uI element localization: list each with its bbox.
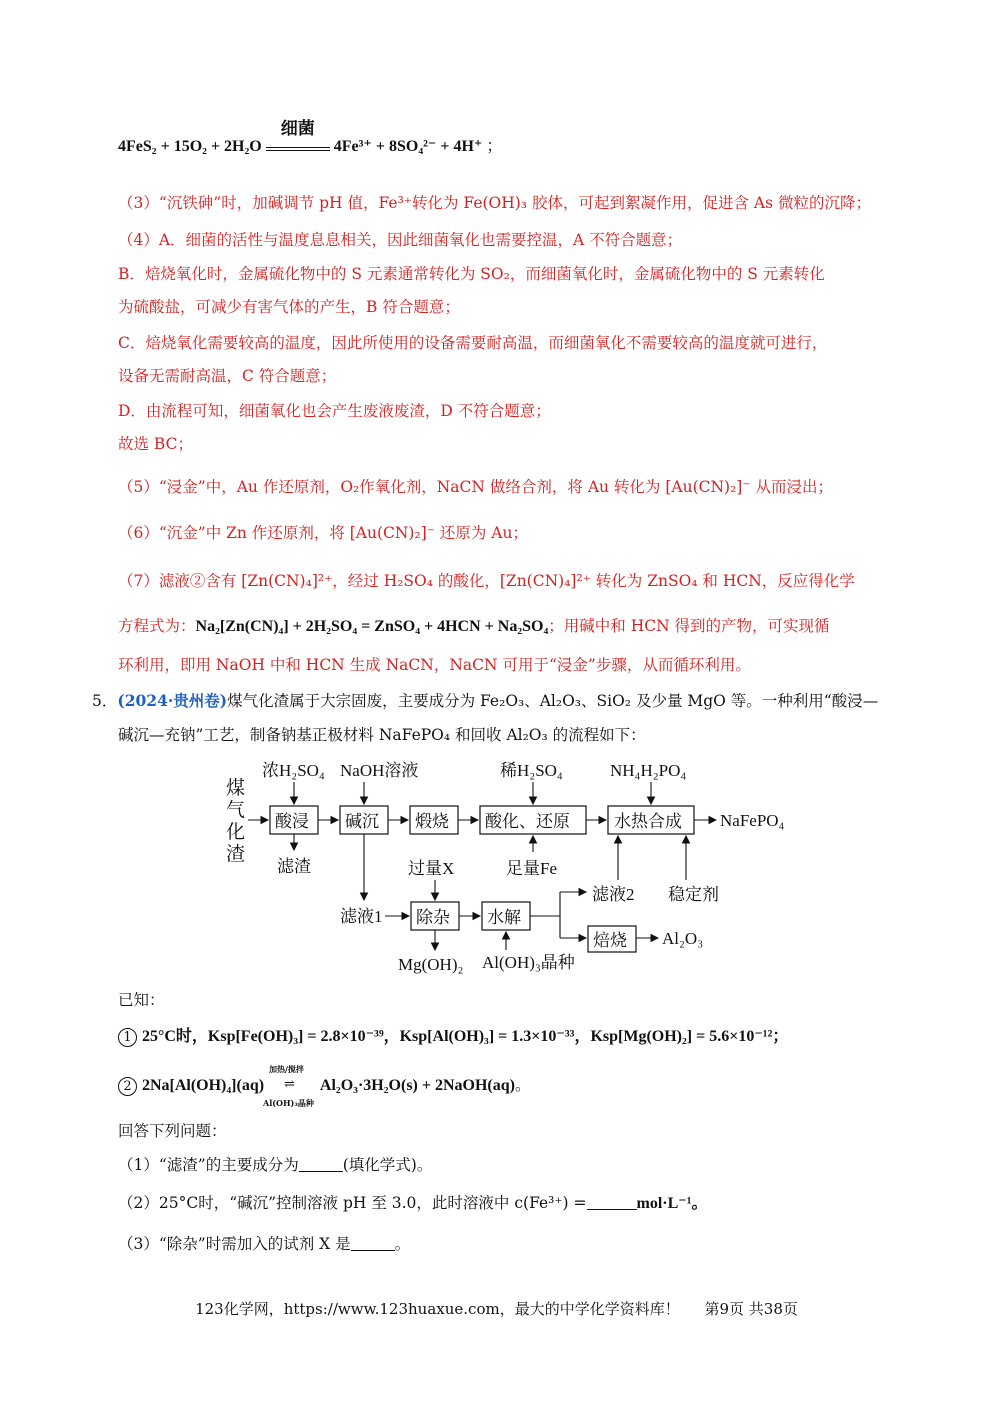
answer-6: （6）“沉金”中 Zn 作还原剂，将 [Au(CN)₂]⁻ 还原为 Au；	[118, 524, 528, 542]
question-5-stem-line1	[92, 690, 878, 712]
answer-7-line1: （7）滤液②含有 [Zn(CN)₄]²⁺，经过 H₂SO₄ 的酸化，[Zn(CN)₄]²⁺ 转化为 ZnSO₄ 和 HCN，反应得化学	[118, 572, 855, 590]
box-calcine-label: 煅烧	[415, 812, 449, 831]
answer-7-line2	[118, 615, 830, 638]
top-eq-lhs: 4FeS₂ + 15O₂ + 2H₂O	[118, 138, 262, 155]
answer-4-d: D．由流程可知，细菌氧化也会产生废液废渣，D 不符合题意；	[118, 402, 551, 420]
input-dilute-h2so4: 稀H₂SO₄	[500, 761, 563, 780]
box-hydrothermal-label: 水热合成	[614, 812, 682, 831]
page-footer	[0, 1298, 993, 1319]
box-roast-label: 焙烧	[593, 931, 627, 950]
answer-4-b-line2: 为硫酸盐，可减少有害气体的产生，B 符合题意；	[118, 298, 460, 316]
footer-site: 123化学网，https://www.123huaxue.com，最大的中学化学资料库！	[195, 1300, 680, 1318]
sub-question-2-text: （2）25°C时，“碱沉”控制溶液 pH 至 3.0，此时溶液中 c(Fe³⁺) =	[118, 1194, 587, 1212]
sub-question-3-tail: 。	[394, 1235, 411, 1253]
top-eq-condition: 细菌	[266, 138, 330, 151]
answer-4-c-line1: C．焙烧氧化需要较高的温度，因此所使用的设备需要耐高温，而细菌氧化不需要较高的温度就可进行，	[118, 334, 828, 352]
circled-number-1: 1	[118, 1028, 137, 1047]
known-item-1	[118, 1025, 788, 1048]
footer-page-number: 第9页 共38页	[704, 1300, 798, 1318]
box-hydrolysis-label: 水解	[487, 908, 521, 927]
condition-bottom: Al(OH)₃晶种	[262, 1098, 314, 1108]
input-naoh: NaOH溶液	[340, 761, 419, 780]
equilibrium-end: 。	[514, 1076, 531, 1094]
question-source-tag: (2024·贵州卷)	[117, 691, 228, 710]
input-seed: Al(OH)₃晶种	[482, 953, 575, 972]
answer-7-suffix: ；用碱中和 HCN 得到的产物，可实现循	[548, 617, 830, 635]
sub-question-1-tail: (填化学式)。	[342, 1156, 433, 1174]
answer-5: （5）“浸金”中，Au 作还原剂，O₂作氧化剂，NaCN 做络合剂，将 Au 转化为 [Au(CN)₂]⁻ 从而浸出；	[118, 478, 833, 496]
sub-question-3	[118, 1233, 410, 1255]
reaction-condition	[262, 1064, 315, 1108]
box-acidify-reduce-label: 酸化、还原	[485, 812, 570, 831]
answer-4-choice: 故选 BC；	[118, 435, 193, 453]
equilibrium-rhs: Al₂O₃·3H₂O(s) + 2NaOH(aq)	[319, 1077, 515, 1094]
answer-blank-1[interactable]	[299, 1157, 343, 1172]
sub-question-1-text: （1）“滤渣”的主要成分为	[118, 1156, 299, 1174]
box-alkali-precip-label: 碱沉	[345, 812, 379, 831]
answer-7-prefix: 方程式为：	[118, 617, 196, 635]
top-equation	[118, 119, 503, 158]
answer-blank-2[interactable]	[587, 1195, 637, 1210]
input-conc-h2so4: 浓H₂SO₄	[262, 761, 325, 780]
question-number: 5．	[92, 692, 118, 710]
question-5-stem-line2: 碱沉—充钠”工艺，制备钠基正极材料 NaFePO₄ 和回收 Al₂O₃ 的流程如下：	[118, 726, 646, 744]
feed-label-4: 渣	[226, 844, 246, 865]
feed-label-1: 煤	[226, 778, 246, 799]
feed-label-2: 气	[226, 800, 246, 821]
box-acid-leach-label: 酸浸	[275, 812, 309, 831]
ksp-values: 25°C时，Ksp[Fe(OH)₃] = 2.8×10⁻³⁹，Ksp[Al(OH)₃] = 1.3×10⁻³³，Ksp[Mg(OH)₂] = 5.6×10⁻¹²；	[141, 1028, 789, 1045]
output-filtrate1: 滤液1	[340, 907, 383, 926]
sub-question-1	[118, 1154, 432, 1176]
question-stem-1: 煤气化渣属于大宗固废，主要成分为 Fe₂O₃、Al₂O₃、SiO₂ 及少量 MgO 等。一种利用“酸浸—	[227, 692, 879, 710]
input-nh4h2po4: NH₄H₂PO₄	[610, 761, 687, 780]
answer-4-b-line1: B．焙烧氧化时，金属硫化物中的 S 元素通常转化为 SO₂，而细菌氧化时，金属硫化物中的 S 元素转化	[118, 265, 825, 283]
output-mgoh2: Mg(OH)₂	[398, 955, 464, 974]
answer-4: （4）A．细菌的活性与温度息息相关，因此细菌氧化也需要控温，A 不符合题意；	[118, 231, 683, 249]
sub-question-3-text: （3）“除杂”时需加入的试剂 X 是	[118, 1235, 351, 1253]
sub-question-2	[118, 1192, 708, 1215]
equilibrium-lhs: 2Na[Al(OH)₄](aq)	[141, 1077, 265, 1094]
circled-number-2: 2	[118, 1077, 137, 1096]
answer-3: （3）“沉铁砷”时，加碱调节 pH 值，Fe³⁺转化为 Fe(OH)₃ 胶体，可起到絮凝作用，促进含 As 微粒的沉降；	[118, 194, 871, 212]
equilibrium-arrow: ⇌	[283, 1077, 295, 1092]
input-enough-fe: 足量Fe	[506, 859, 557, 878]
answer-7-equation: Na₂[Zn(CN)₄] + 2H₂SO₄ = ZnSO₄ + 4HCN + Na₂SO₄	[195, 618, 549, 635]
input-stabilizer: 稳定剂	[668, 885, 719, 904]
top-eq-tail: ；	[486, 138, 503, 155]
known-item-2	[118, 1064, 531, 1108]
process-flowchart	[0, 752, 993, 992]
answer-blank-3[interactable]	[351, 1236, 395, 1251]
known-heading: 已知：	[118, 991, 165, 1009]
box-impurity-removal-label: 除杂	[416, 908, 450, 927]
input-excess-x: 过量X	[408, 859, 455, 878]
output-product: NaFePO₄	[720, 811, 785, 830]
sub-question-2-unit: mol·L⁻¹。	[636, 1195, 708, 1212]
output-filtrate2: 滤液2	[592, 885, 635, 904]
answer-prompt: 回答下列问题：	[118, 1122, 227, 1140]
answer-4-c-line2: 设备无需耐高温，C 符合题意；	[118, 367, 337, 385]
output-al2o3: Al₂O₃	[662, 929, 704, 948]
condition-top: 加热/搅拌	[268, 1064, 304, 1074]
top-eq-rhs: 4Fe³⁺ + 8SO₄²⁻ + 4H⁺	[333, 138, 483, 155]
feed-label-3: 化	[226, 822, 246, 843]
answer-7-line3: 环利用，即用 NaOH 中和 HCN 生成 NaCN，NaCN 可用于“浸金”步骤，从而循环利用。	[118, 656, 751, 674]
output-residue: 滤渣	[277, 857, 311, 876]
